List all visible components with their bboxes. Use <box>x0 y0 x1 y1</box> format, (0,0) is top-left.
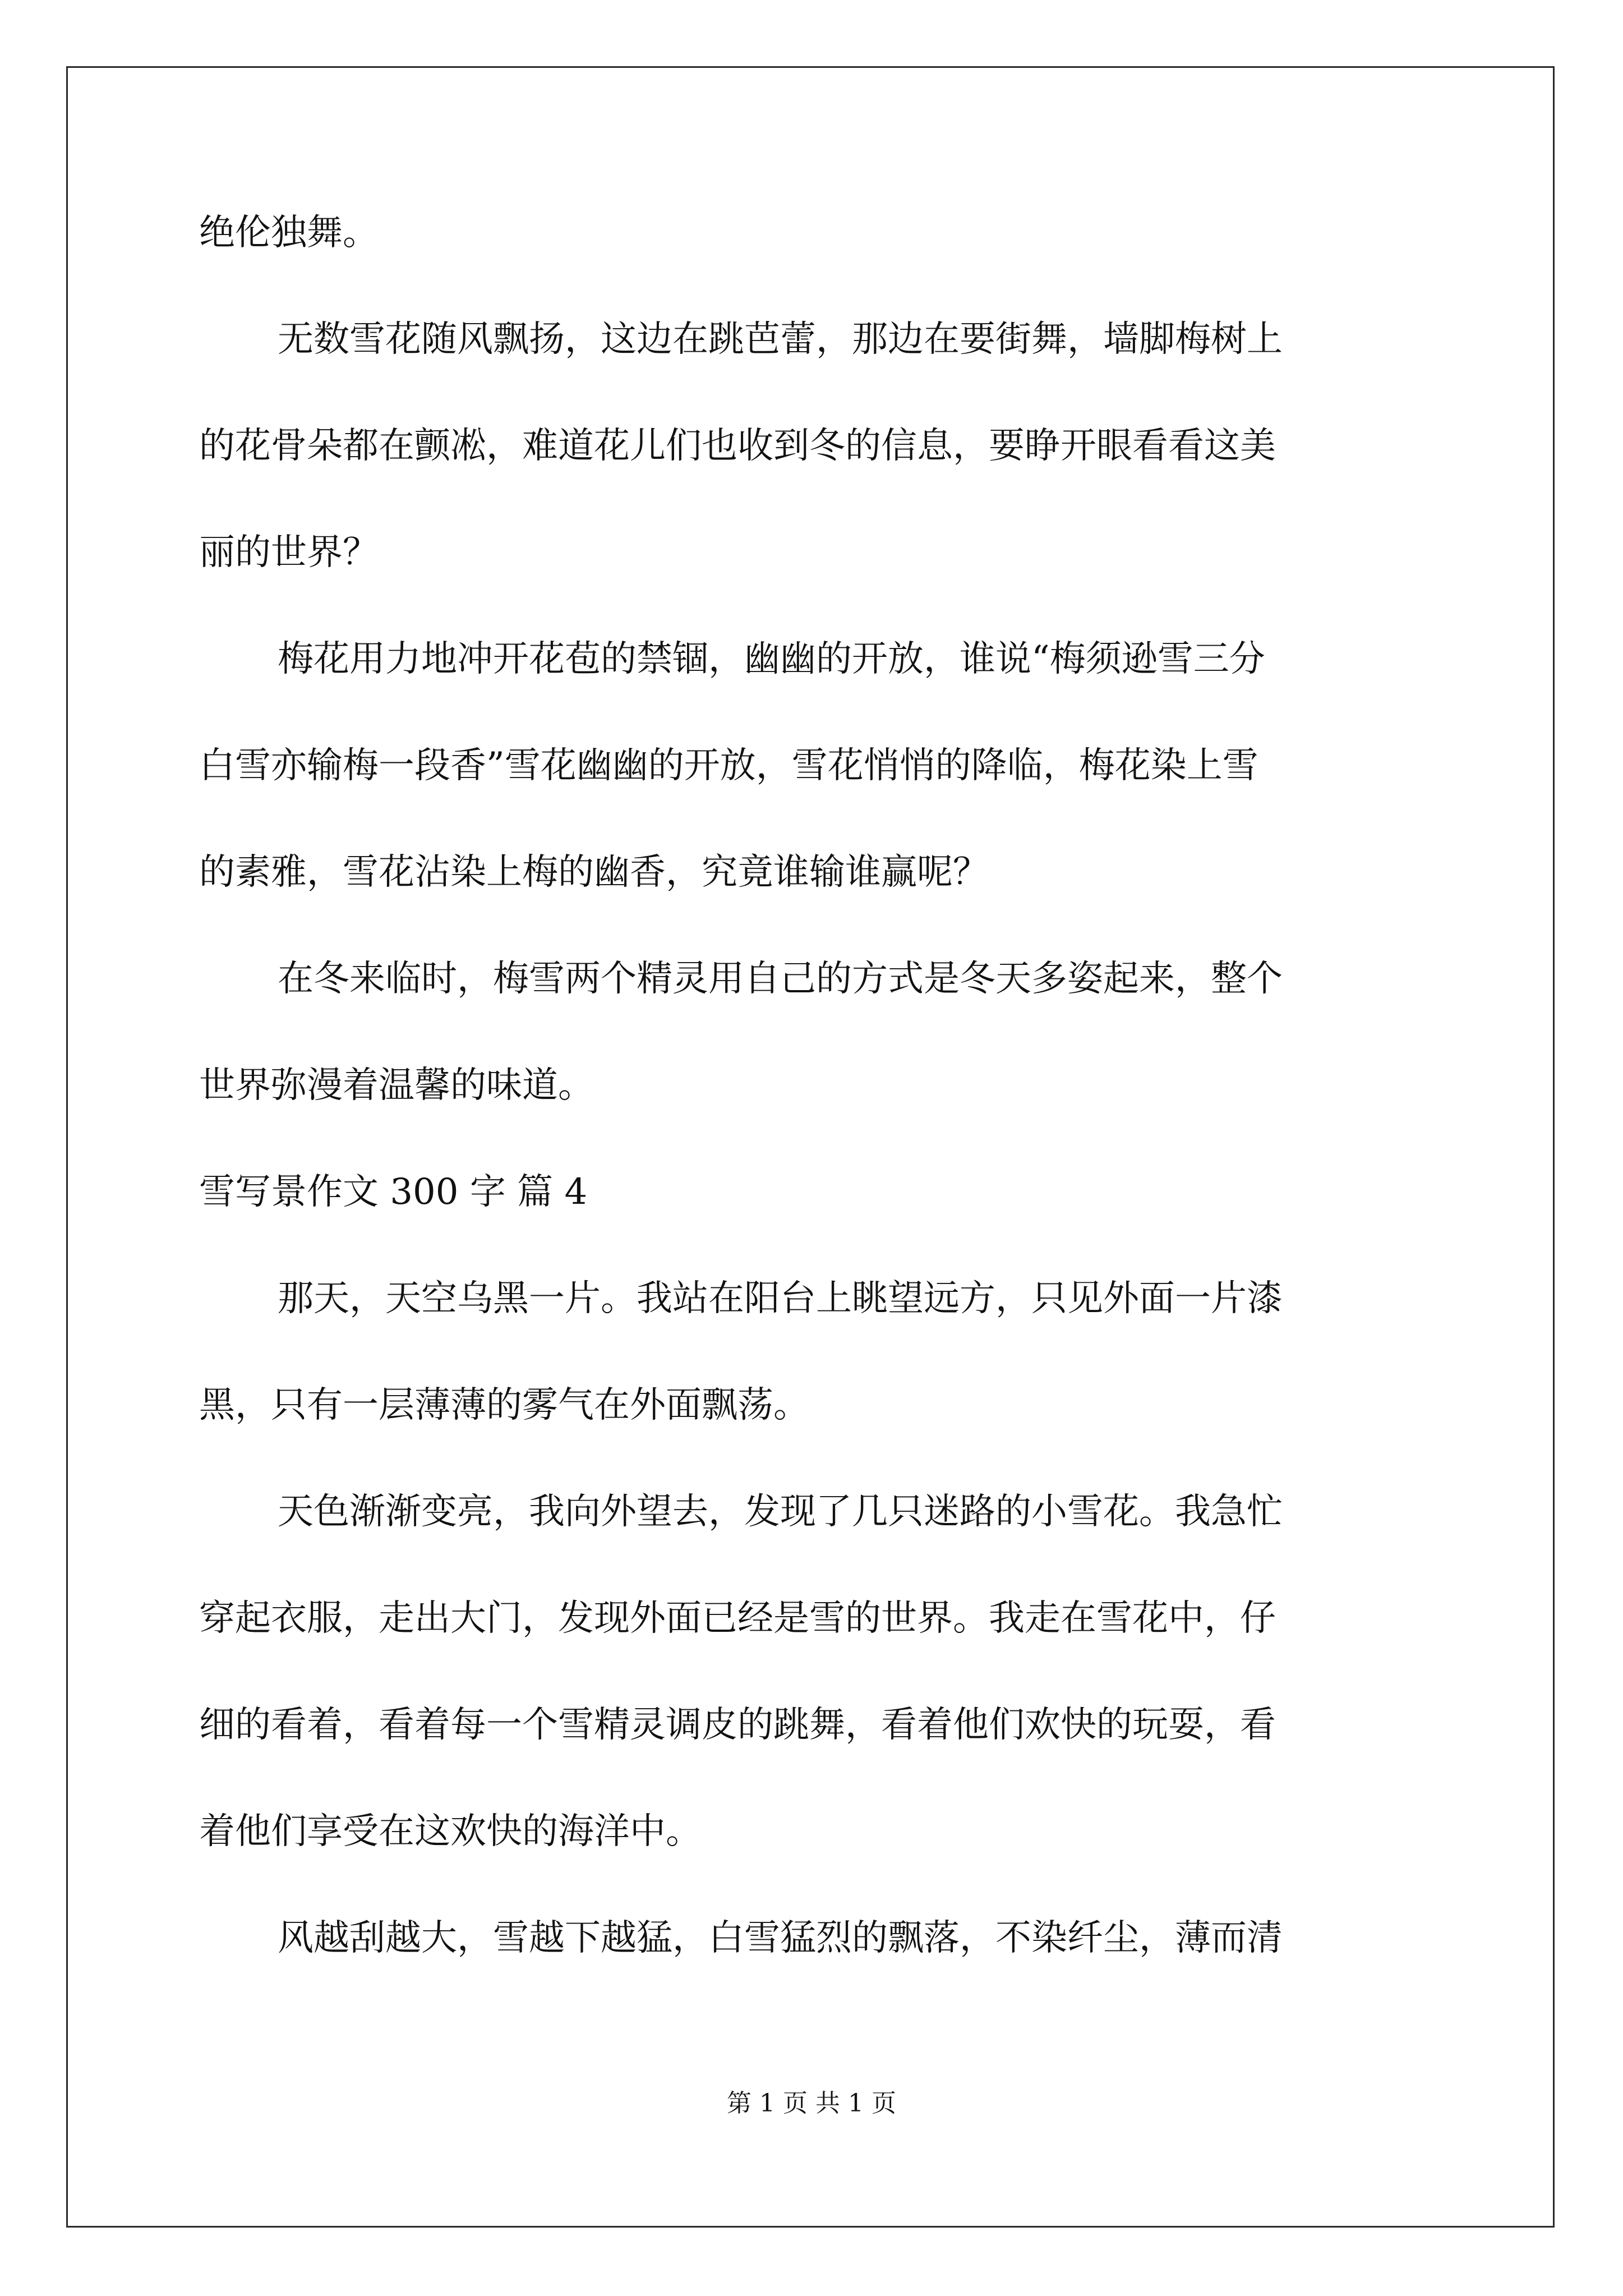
text-line: 绝伦独舞。 <box>199 212 379 254</box>
text-line: 的花骨朵都在颤凇，难道花儿们也收到冬的信息，要睁开眼看看这美 <box>199 425 1276 467</box>
text-line: 的素雅，雪花沾染上梅的幽香，究竟谁输谁赢呢？ <box>199 852 989 893</box>
text-line: 世界弥漫着温馨的味道。 <box>199 1065 594 1106</box>
text-line: 着他们享受在这欢快的海洋中。 <box>199 1811 702 1852</box>
text-line: 穿起衣服，走出大门，发现外面已经是雪的世界。我走在雪花中，仔 <box>199 1598 1276 1639</box>
text-line: 在冬来临时，梅雪两个精灵用自己的方式是冬天多姿起来，整个 <box>278 958 1283 1000</box>
text-line: 梅花用力地冲开花苞的禁锢，幽幽的开放，谁说“梅须逊雪三分 <box>278 638 1265 680</box>
page-footer: 第 1 页 共 1 页 <box>727 2089 896 2118</box>
text-line: 风越刮越大，雪越下越猛，白雪猛烈的飘落，不染纤尘，薄而清 <box>278 1917 1283 1959</box>
text-line: 细的看着，看着每一个雪精灵调皮的跳舞，看着他们欢快的玩耍，看 <box>199 1704 1276 1746</box>
text-line: 丽的世界？ <box>199 532 379 573</box>
section-heading: 雪写景作文 300 字 篇 4 <box>199 1171 588 1213</box>
document-body <box>199 180 1433 1991</box>
text-line: 那天，天空乌黑一片。我站在阳台上眺望远方，只见外面一片漆 <box>278 1278 1283 1319</box>
text-line: 天色渐渐变亮，我向外望去，发现了几只迷路的小雪花。我急忙 <box>278 1491 1283 1533</box>
text-line: 无数雪花随风飘扬，这边在跳芭蕾，那边在要街舞，墙脚梅树上 <box>278 319 1283 360</box>
text-line: 黑，只有一层薄薄的雾气在外面飘荡。 <box>199 1384 809 1426</box>
text-line: 白雪亦输梅一段香”雪花幽幽的开放，雪花悄悄的降临，梅花染上雪 <box>199 745 1258 786</box>
